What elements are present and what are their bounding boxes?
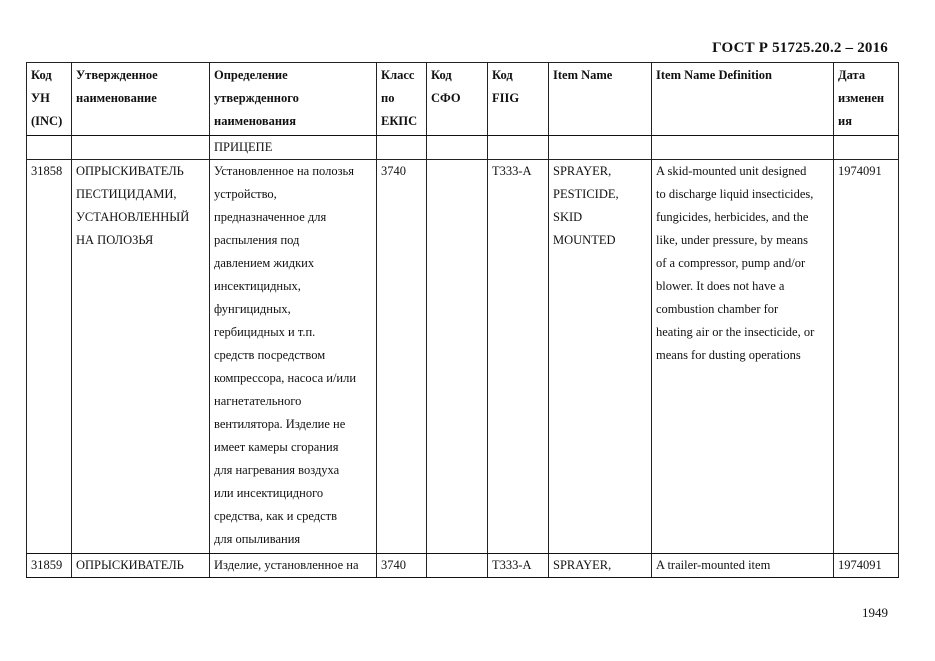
header-item-name <box>549 63 652 136</box>
cell-line: устройство, <box>214 187 277 201</box>
cell-line: A skid-mounted unit designed <box>656 164 807 178</box>
header-line: ия <box>838 114 852 128</box>
cell-line: like, under pressure, by means <box>656 233 809 247</box>
cell-line: MOUNTED <box>553 233 616 247</box>
continuation-row <box>27 136 899 160</box>
header-line: Дата <box>838 68 866 82</box>
header-class <box>377 63 427 136</box>
cell-definition: ПРИЦЕПЕ <box>210 136 377 160</box>
header-line: СФО <box>431 91 461 105</box>
cell-date: 1974091 <box>834 160 899 554</box>
cell-item-name <box>549 554 652 578</box>
header-line: утвержденного <box>214 91 299 105</box>
table-row <box>27 554 899 578</box>
cell-line: heating air or the insecticide, or <box>656 325 815 339</box>
cell-name <box>72 136 210 160</box>
header-line: Определение <box>214 68 288 82</box>
cell-inc: 31859 <box>27 554 72 578</box>
cell-line: инсектицидных, <box>214 279 301 293</box>
cell-line: вентилятора. Изделие не <box>214 417 346 431</box>
cell-fiig: T333-A <box>488 160 549 554</box>
cell-definition <box>210 160 377 554</box>
header-inc <box>27 63 72 136</box>
header-row <box>27 63 899 136</box>
cell-line: компрессора, насоса и/или <box>214 371 357 385</box>
header-line: наименования <box>214 114 297 128</box>
cell-line: ОПРЫСКИВАТЕЛЬ <box>76 558 184 572</box>
header-line: Item Name Definition <box>656 68 772 82</box>
cell-item-definition <box>652 160 834 554</box>
cell-line: давлением жидких <box>214 256 315 270</box>
cell-definition <box>210 554 377 578</box>
header-line: наименование <box>76 91 157 105</box>
cell-line: PESTICIDE, <box>553 187 619 201</box>
cell-name <box>72 554 210 578</box>
header-date <box>834 63 899 136</box>
header-line: Утвержденное <box>76 68 158 82</box>
cell-line: A trailer-mounted item <box>656 558 771 572</box>
cell-line: blower. It does not have a <box>656 279 785 293</box>
header-definition <box>210 63 377 136</box>
cell-item-definition <box>652 136 834 160</box>
cell-line: нагнетательного <box>214 394 302 408</box>
header-sfo <box>427 63 488 136</box>
item-name-table <box>26 62 899 578</box>
cell-item-definition <box>652 554 834 578</box>
cell-line: combustion chamber for <box>656 302 779 316</box>
cell-name <box>72 160 210 554</box>
cell-item-name <box>549 160 652 554</box>
header-line: по <box>381 91 395 105</box>
header-item-definition <box>652 63 834 136</box>
cell-line: УСТАНОВЛЕННЫЙ <box>76 210 190 224</box>
cell-line: предназначенное для <box>214 210 327 224</box>
cell-line: Изделие, установленное на <box>214 558 359 572</box>
cell-inc <box>27 136 72 160</box>
cell-line: фунгицидных, <box>214 302 291 316</box>
table-row <box>27 160 899 554</box>
cell-class: 3740 <box>377 160 427 554</box>
header-line: Код <box>31 68 52 82</box>
cell-date: 1974091 <box>834 554 899 578</box>
standard-number: ГОСТ Р 51725.20.2 – 2016 <box>712 40 888 56</box>
cell-line: имеет камеры сгорания <box>214 440 339 454</box>
cell-line: для нагревания воздуха <box>214 463 340 477</box>
cell-line: НА ПОЛОЗЬЯ <box>76 233 154 247</box>
header-name <box>72 63 210 136</box>
cell-sfo <box>427 160 488 554</box>
cell-class <box>377 136 427 160</box>
cell-date <box>834 136 899 160</box>
cell-fiig <box>488 136 549 160</box>
cell-inc: 31858 <box>27 160 72 554</box>
header-line: Код <box>492 68 513 82</box>
cell-line: ПЕСТИЦИДАМИ, <box>76 187 177 201</box>
cell-line: распыления под <box>214 233 300 247</box>
cell-sfo <box>427 554 488 578</box>
cell-line: of a compressor, pump and/or <box>656 256 806 270</box>
header-line: (INC) <box>31 114 63 128</box>
header-line: Item Name <box>553 68 613 82</box>
page-number: 1949 <box>862 605 888 620</box>
header-fiig <box>488 63 549 136</box>
cell-line: гербицидных и т.п. <box>214 325 316 339</box>
cell-line: SPRAYER, <box>553 164 612 178</box>
header-line: ЕКПС <box>381 114 418 128</box>
cell-line: или инсектицидного <box>214 486 324 500</box>
cell-fiig: T333-A <box>488 554 549 578</box>
header-line: Код <box>431 68 452 82</box>
cell-sfo <box>427 136 488 160</box>
header-line: УН <box>31 91 50 105</box>
header-line: изменен <box>838 91 885 105</box>
cell-line: средств посредством <box>214 348 326 362</box>
cell-line: to discharge liquid insecticides, <box>656 187 814 201</box>
cell-line: fungicides, herbicides, and the <box>656 210 809 224</box>
cell-line: для опыливания <box>214 532 301 546</box>
cell-line: SPRAYER, <box>553 558 612 572</box>
cell-line: SKID <box>553 210 583 224</box>
header-line: FIIG <box>492 91 520 105</box>
cell-line: средства, как и средств <box>214 509 337 523</box>
cell-item-name <box>549 136 652 160</box>
cell-class: 3740 <box>377 554 427 578</box>
cell-line: means for dusting operations <box>656 348 801 362</box>
cell-line: Установленное на полозья <box>214 164 354 178</box>
header-line: Класс <box>381 68 415 82</box>
cell-line: ОПРЫСКИВАТЕЛЬ <box>76 164 184 178</box>
